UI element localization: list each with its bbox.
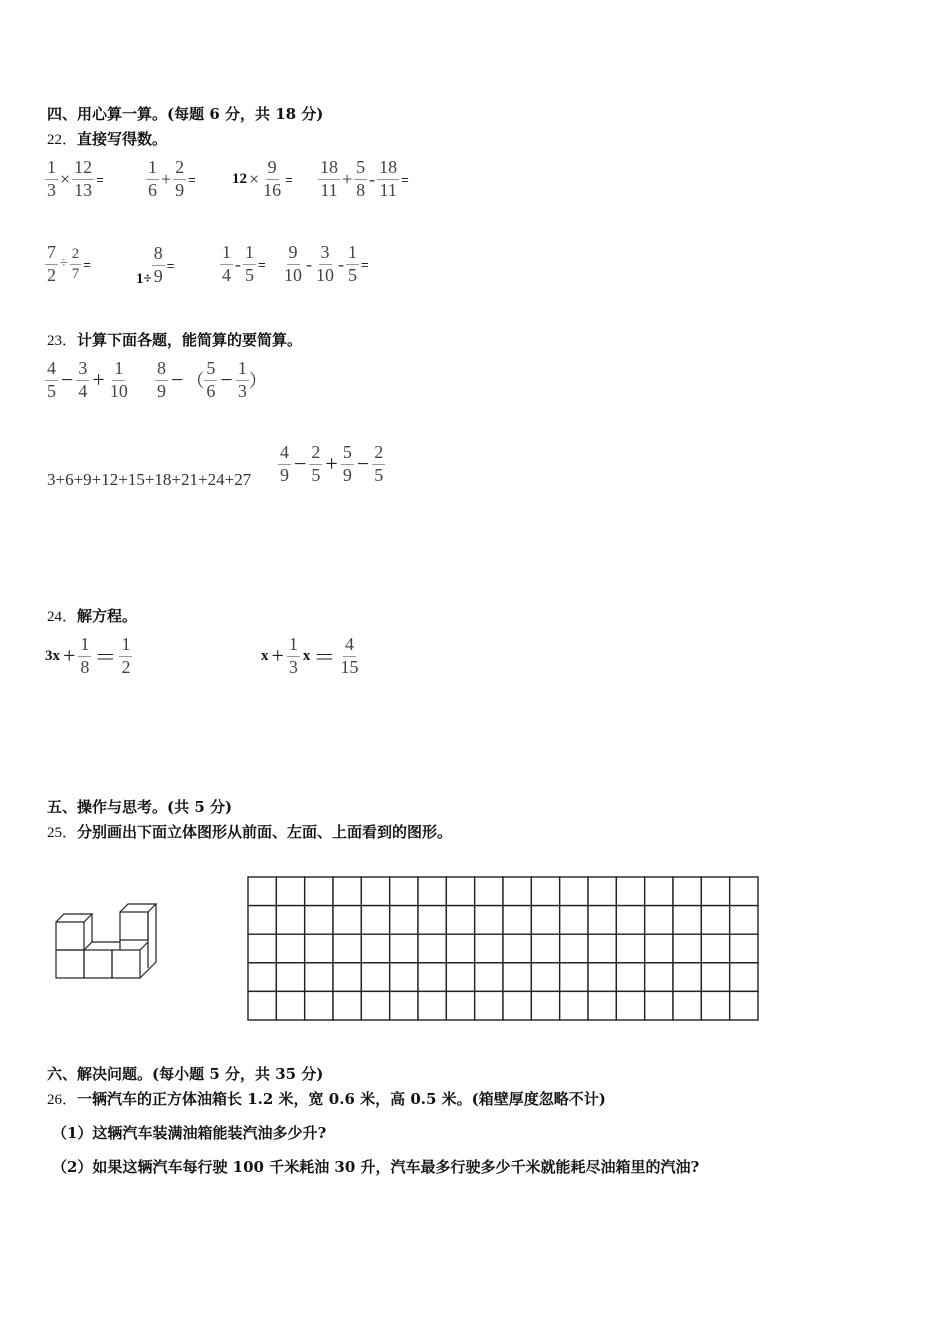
grid-cell[interactable] (305, 934, 333, 963)
grid-cell[interactable] (503, 991, 531, 1020)
fraction: $\frac{5}{6}$ (206, 358, 216, 401)
grid-cell[interactable] (701, 963, 729, 992)
grid-cell[interactable] (588, 906, 616, 935)
grid-cell[interactable] (305, 963, 333, 992)
grid-cell[interactable] (305, 906, 333, 935)
calc-item-4 (318, 158, 409, 201)
fraction: $\frac{18}{11}$ (320, 157, 338, 200)
fraction: $\frac{7}{2}$ (47, 242, 56, 285)
grid-cell[interactable] (616, 906, 644, 935)
grid-cell[interactable] (560, 991, 588, 1020)
grid-cell[interactable] (276, 934, 304, 963)
expression-2 (155, 359, 267, 402)
plus-sign: + (342, 168, 353, 189)
drawing-grid[interactable] (246, 875, 760, 1022)
fraction: $\frac{4}{5}$ (47, 358, 56, 401)
grid-cell[interactable] (730, 877, 758, 906)
grid-cell[interactable] (248, 991, 276, 1020)
question-text: 一辆汽车的正方体油箱长 1.2 米，宽 0.6 米，高 0.5 米。(箱壁厚度忽略不计) (77, 1090, 606, 1108)
question-text: 分别画出下面立体图形从前面、左面、上面看到的图形。 (77, 823, 453, 841)
question-number: 25． (47, 825, 78, 841)
grid-cell[interactable] (361, 991, 389, 1020)
times-sign: × (60, 168, 71, 189)
calc-item-6 (136, 243, 174, 288)
fraction: $\frac{3}{10}$ (316, 242, 334, 285)
equals-sign: ＝ (313, 644, 336, 670)
grid-cell[interactable] (475, 906, 503, 935)
integer: 12 (232, 170, 247, 187)
integer-divide: 1÷ (136, 271, 152, 287)
grid-cell[interactable] (333, 991, 361, 1020)
equals-sign: = (361, 256, 369, 272)
grid-cell[interactable] (446, 991, 474, 1020)
equals-sign: = (188, 171, 196, 187)
grid-cell[interactable] (361, 934, 389, 963)
fraction: $\frac{8}{9}$ (157, 358, 166, 401)
question-22 (47, 128, 167, 149)
equation-2 (261, 635, 360, 678)
grid-cell[interactable] (701, 877, 729, 906)
question-number: 22． (47, 132, 78, 148)
grid-cell[interactable] (418, 934, 446, 963)
grid-cell[interactable] (531, 906, 559, 935)
expression-1 (45, 359, 130, 402)
equals-sign: = (258, 256, 266, 272)
grid-cell[interactable] (645, 934, 673, 963)
fraction: $\frac{1}{4}$ (222, 242, 231, 285)
grid-cell[interactable] (616, 934, 644, 963)
grid-cell[interactable] (418, 963, 446, 992)
fraction: $\frac{1}{5}$ (348, 242, 357, 285)
grid-cell[interactable] (645, 906, 673, 935)
plus-sign: + (161, 168, 172, 189)
grid-cell[interactable] (390, 877, 418, 906)
grid-cell[interactable] (446, 877, 474, 906)
minus-sign: - (235, 253, 241, 274)
fraction: $\frac{8}{9}$ (153, 243, 163, 286)
fraction: $\frac{2}{7}$ (71, 246, 80, 282)
fraction: $\frac{9}{10}$ (284, 242, 302, 285)
equals-sign: = (401, 171, 409, 187)
calc-item-3 (232, 158, 293, 201)
equals-sign: = (83, 256, 91, 272)
grid-cell[interactable] (531, 934, 559, 963)
grid-cell[interactable] (560, 877, 588, 906)
grid-cell[interactable] (248, 934, 276, 963)
right-paren: ） (248, 371, 267, 392)
expression-4 (278, 443, 385, 486)
grid-cell[interactable] (276, 991, 304, 1020)
grid-cell[interactable] (418, 991, 446, 1020)
plus-sign: + (92, 367, 105, 393)
minus-sign: − (171, 367, 184, 393)
minus-sign: - (338, 253, 344, 274)
grid-cell[interactable] (390, 934, 418, 963)
grid-cell[interactable] (305, 877, 333, 906)
equals-sign: = (166, 258, 175, 273)
plus-sign: + (271, 643, 284, 669)
fraction: $\frac{1}{10}$ (109, 358, 128, 401)
grid-cell[interactable] (248, 877, 276, 906)
fraction: $\frac{1}{2}$ (121, 634, 131, 677)
grid-cell[interactable] (475, 934, 503, 963)
grid-cell[interactable] (276, 963, 304, 992)
minus-sign: − (294, 451, 307, 477)
fraction: $\frac{9}{16}$ (263, 157, 282, 200)
grid-cell[interactable] (560, 906, 588, 935)
grid-cell[interactable] (475, 877, 503, 906)
grid-cell[interactable] (503, 906, 531, 935)
grid-cell[interactable] (701, 991, 729, 1020)
divide-sign: ÷ (60, 256, 68, 272)
fraction: $\frac{5}{9}$ (342, 442, 352, 485)
fraction: $\frac{18}{11}$ (379, 157, 398, 200)
grid-cell[interactable] (730, 906, 758, 935)
equals-sign: = (285, 171, 293, 187)
equals-sign: ＝ (94, 644, 117, 670)
grid-cell[interactable] (276, 877, 304, 906)
grid-cell[interactable] (446, 934, 474, 963)
grid-cell[interactable] (730, 934, 758, 963)
fraction: $\frac{4}{15}$ (340, 634, 359, 677)
calc-item-2 (146, 158, 196, 201)
question-number: 26． (47, 1092, 78, 1108)
fraction: $\frac{3}{4}$ (78, 358, 88, 401)
grid-cell[interactable] (730, 991, 758, 1020)
grid-cell[interactable] (503, 877, 531, 906)
section-5-title: 五、操作与思考。(共 5 分) (47, 798, 233, 816)
grid-cell[interactable] (503, 963, 531, 992)
grid-cell[interactable] (503, 934, 531, 963)
calc-item-1 (45, 158, 104, 201)
grid-cell[interactable] (248, 906, 276, 935)
section-4-title: 四、用心算一算。(每题 6 分，共 18 分) (47, 105, 324, 123)
grid-cell[interactable] (531, 963, 559, 992)
grid-cell[interactable] (645, 963, 673, 992)
fraction: $\frac{2}{9}$ (175, 157, 185, 200)
minus-sign: − (61, 367, 74, 393)
grid-cell[interactable] (588, 877, 616, 906)
question-number: 23． (47, 333, 78, 349)
grid-cell[interactable] (616, 991, 644, 1020)
grid-cell[interactable] (418, 877, 446, 906)
expression-3: 3+6+9+12+15+18+21+24+27 (47, 470, 252, 489)
grid-cell[interactable] (475, 963, 503, 992)
grid-cell[interactable] (645, 877, 673, 906)
fraction: $\frac{1}{3}$ (288, 634, 298, 677)
grid-cell[interactable] (730, 963, 758, 992)
grid-cell[interactable] (418, 906, 446, 935)
fraction: $\frac{1}{3}$ (237, 358, 247, 401)
question-24 (47, 605, 137, 626)
grid-cell[interactable] (333, 963, 361, 992)
fraction: $\frac{1}{6}$ (148, 157, 157, 200)
question-text: 计算下面各题，能简算的要简算。 (77, 331, 303, 349)
grid-cell[interactable] (333, 906, 361, 935)
grid-cell[interactable] (673, 906, 701, 935)
minus-sign: − (220, 367, 233, 393)
grid-cell[interactable] (276, 906, 304, 935)
grid-cell[interactable] (701, 906, 729, 935)
equation-1 (45, 635, 132, 678)
variable-term: x (302, 647, 311, 664)
grid-cell[interactable] (390, 963, 418, 992)
question-23 (47, 329, 302, 350)
fraction: $\frac{1}{5}$ (245, 242, 254, 285)
fraction: $\frac{12}{13}$ (74, 157, 93, 200)
grid-cell[interactable] (333, 877, 361, 906)
grid-cell[interactable] (560, 963, 588, 992)
grid-cell[interactable] (475, 991, 503, 1020)
grid-cell[interactable] (390, 991, 418, 1020)
grid-cell[interactable] (361, 963, 389, 992)
minus-sign: − (356, 451, 370, 477)
cube-stack-figure (50, 898, 162, 982)
minus-sign: - (369, 168, 376, 189)
question-26 (47, 1088, 606, 1109)
variable-term: x (261, 647, 269, 664)
fraction: $\frac{2}{5}$ (374, 442, 384, 485)
plus-sign: + (63, 643, 76, 669)
grid-cell[interactable] (446, 906, 474, 935)
question-26-part-2: （2）如果这辆汽车每行驶 100 千米耗油 30 升，汽车最多行驶多少千米就能耗尽油箱里的汽油? (52, 1158, 700, 1176)
equals-sign: = (96, 171, 104, 187)
grid-cell[interactable] (673, 877, 701, 906)
grid-cell[interactable] (673, 991, 701, 1020)
grid-cell[interactable] (361, 877, 389, 906)
grid-cell[interactable] (390, 906, 418, 935)
grid-cell[interactable] (616, 963, 644, 992)
variable-term: 3x (45, 647, 60, 664)
grid-cell[interactable] (531, 877, 559, 906)
grid-cell[interactable] (588, 934, 616, 963)
question-26-part-1: （1）这辆汽车装满油箱能装汽油多少升? (52, 1124, 327, 1142)
fraction: $\frac{1}{3}$ (47, 157, 56, 200)
calc-item-7 (220, 243, 266, 286)
grid-cell[interactable] (305, 991, 333, 1020)
grid-cell[interactable] (560, 934, 588, 963)
grid-cell[interactable] (531, 991, 559, 1020)
fraction: $\frac{1}{8}$ (80, 634, 90, 677)
grid-cell[interactable] (333, 934, 361, 963)
question-25 (47, 821, 452, 842)
left-paren: （ (186, 371, 205, 392)
minus-sign: - (306, 253, 312, 274)
grid-cell[interactable] (616, 877, 644, 906)
calc-item-5 (45, 243, 91, 286)
question-number: 24． (47, 609, 78, 625)
fraction: $\frac{2}{5}$ (311, 442, 321, 485)
question-text: 直接写得数。 (77, 130, 168, 148)
grid-cell[interactable] (588, 963, 616, 992)
grid-cell[interactable] (673, 963, 701, 992)
plus-sign: + (325, 451, 338, 477)
grid-cell[interactable] (361, 906, 389, 935)
grid-cell[interactable] (673, 934, 701, 963)
grid-cell[interactable] (248, 963, 276, 992)
question-text: 解方程。 (77, 607, 138, 625)
grid-cell[interactable] (701, 934, 729, 963)
grid-cell[interactable] (588, 991, 616, 1020)
calc-item-8 (282, 243, 369, 286)
grid-cell[interactable] (645, 991, 673, 1020)
section-6-title: 六、解决问题。(每小题 5 分，共 35 分) (47, 1065, 324, 1083)
fraction: $\frac{4}{9}$ (280, 442, 289, 485)
times-sign: × (249, 168, 260, 189)
grid-cell[interactable] (446, 963, 474, 992)
fraction: $\frac{5}{8}$ (356, 157, 366, 200)
